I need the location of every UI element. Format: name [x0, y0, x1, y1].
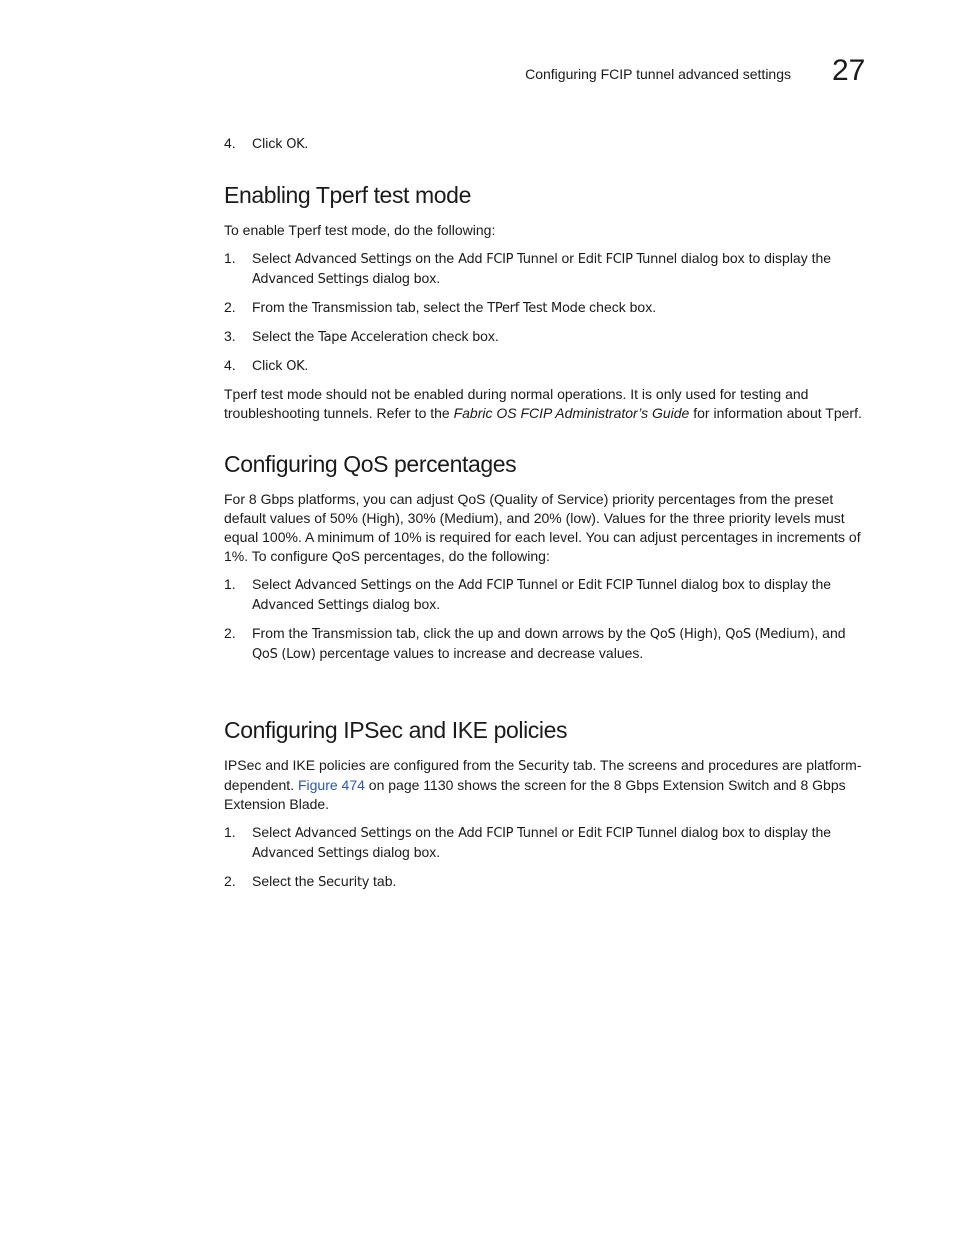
running-header: [0, 56, 954, 90]
text-run: Select: [252, 576, 295, 592]
page-content: [224, 134, 868, 901]
ui-term: QoS (High): [649, 627, 718, 642]
step-text: [252, 298, 868, 318]
step-number: 2.: [224, 299, 236, 315]
ui-term: Edit FCIP Tunnel: [577, 252, 677, 267]
text-run: Tperf test mode should not be enabled during normal operations. It is only used for testing and troubleshooting tunnels. Refer to the: [224, 386, 809, 421]
figure-474-link[interactable]: Figure 474: [297, 777, 365, 793]
text-run: Select the: [252, 873, 319, 889]
step-text: [252, 134, 868, 154]
step-number: 2.: [224, 873, 236, 889]
text-run: dialog box to display the: [676, 824, 832, 840]
text-run: tab, click the up and down arrows by the: [392, 625, 650, 641]
ui-term: QoS (Medium): [725, 627, 815, 642]
step-number: 4.: [224, 135, 236, 151]
step-item: [224, 624, 868, 664]
text-run: Select: [252, 824, 295, 840]
section-heading-tperf: Enabling Tperf test mode: [224, 182, 471, 208]
text-run: dialog box.: [368, 844, 441, 860]
tperf-note: [224, 385, 868, 423]
ui-term: Advanced Settings: [252, 846, 369, 861]
text-run: .: [304, 357, 309, 373]
ui-term: Add FCIP Tunnel: [458, 252, 558, 267]
chapter-number: 27: [832, 54, 866, 87]
step-number: 4.: [224, 357, 236, 373]
step-item: [224, 298, 868, 318]
step-item: [224, 872, 868, 892]
step-text: [252, 249, 868, 289]
step-item: [224, 356, 868, 376]
text-run: dialog box.: [368, 270, 441, 286]
text-run: dialog box to display the: [676, 576, 832, 592]
guide-title: Fabric OS FCIP Administrator’s Guide: [453, 405, 690, 421]
step-number: 1.: [224, 824, 236, 840]
text-run: for information about Tperf.: [689, 405, 862, 421]
section-heading-qos: Configuring QoS percentages: [224, 451, 517, 477]
ui-term: Transmission: [311, 627, 393, 642]
step-text: [252, 872, 868, 892]
text-run: .: [304, 135, 309, 151]
text-run: on page 1130 shows the screen for the 8 Gbps Extension Switch and 8 Gbps Extension Blade.: [224, 777, 846, 812]
ui-term: TPerf Test Mode: [487, 301, 586, 316]
text-run: Select: [252, 250, 295, 266]
qos-intro: For 8 Gbps platforms, you can adjust QoS (Quality of Service) priority percentages from the preset default values of 50% (High), 30% (Medium), and 20% (low). Values for the three priority levels must equal 100%. A minimum of 10% is required for each level. You can adjust percentages in increments of 1%. To configure QoS percentages, do the following:: [224, 491, 861, 564]
ui-term: OK: [286, 137, 305, 152]
ui-term: OK: [286, 359, 305, 374]
ui-term: Transmission: [311, 301, 393, 316]
ui-term: Edit FCIP Tunnel: [577, 826, 677, 841]
text-run: dialog box to display the: [676, 250, 832, 266]
text-run: tab. The screens and procedures are platform-dependent.: [224, 757, 862, 793]
step-item: [224, 249, 868, 289]
step-item: [224, 823, 868, 863]
ui-term: Edit FCIP Tunnel: [577, 578, 677, 593]
step-item: [224, 134, 868, 154]
ui-term: Security: [518, 759, 570, 774]
text-run: tab.: [369, 873, 397, 889]
text-run: From the: [252, 625, 312, 641]
text-run: Click: [252, 357, 287, 373]
step-item: [224, 575, 868, 615]
text-run: percentage values to increase and decrease values.: [315, 645, 644, 661]
text-run: , and: [814, 625, 846, 641]
step-text: [252, 823, 868, 863]
text-run: on the: [411, 250, 459, 266]
step-number: 2.: [224, 625, 236, 641]
ipsec-intro: [224, 756, 868, 814]
text-run: check box.: [585, 299, 657, 315]
tperf-intro: To enable Tperf test mode, do the following:: [224, 222, 496, 238]
ui-term: Tape Acceleration: [318, 330, 428, 345]
running-header-title: Configuring FCIP tunnel advanced settings: [525, 66, 791, 82]
step-number: 1.: [224, 576, 236, 592]
text-run: Click: [252, 135, 287, 151]
step-text: [252, 327, 868, 347]
text-run: From the: [252, 299, 312, 315]
step-text: [252, 575, 868, 615]
text-run: IPSec and IKE policies are configured from the: [224, 757, 519, 773]
ui-term: Security: [318, 875, 370, 890]
ui-term: Advanced Settings: [294, 578, 412, 593]
ui-term: Add FCIP Tunnel: [458, 578, 558, 593]
text-run: on the: [411, 576, 459, 592]
text-run: Select the: [252, 328, 319, 344]
step-number: 3.: [224, 328, 236, 344]
text-run: tab, select the: [392, 299, 488, 315]
ui-term: Advanced Settings: [252, 598, 369, 613]
ui-term: Add FCIP Tunnel: [458, 826, 558, 841]
ui-term: Advanced Settings: [294, 826, 412, 841]
step-text: [252, 624, 868, 664]
step-number: 1.: [224, 250, 236, 266]
text-run: dialog box.: [368, 596, 441, 612]
ui-term: Advanced Settings: [294, 252, 412, 267]
text-run: or: [557, 576, 578, 592]
ui-term: QoS (Low): [252, 647, 316, 662]
text-run: on the: [411, 824, 459, 840]
text-run: check box.: [427, 328, 499, 344]
text-run: or: [557, 824, 578, 840]
text-run: ,: [717, 625, 726, 641]
ui-term: Advanced Settings: [252, 272, 369, 287]
step-item: [224, 327, 868, 347]
text-run: or: [557, 250, 578, 266]
step-text: [252, 356, 868, 376]
section-heading-ipsec: Configuring IPSec and IKE policies: [224, 717, 568, 743]
